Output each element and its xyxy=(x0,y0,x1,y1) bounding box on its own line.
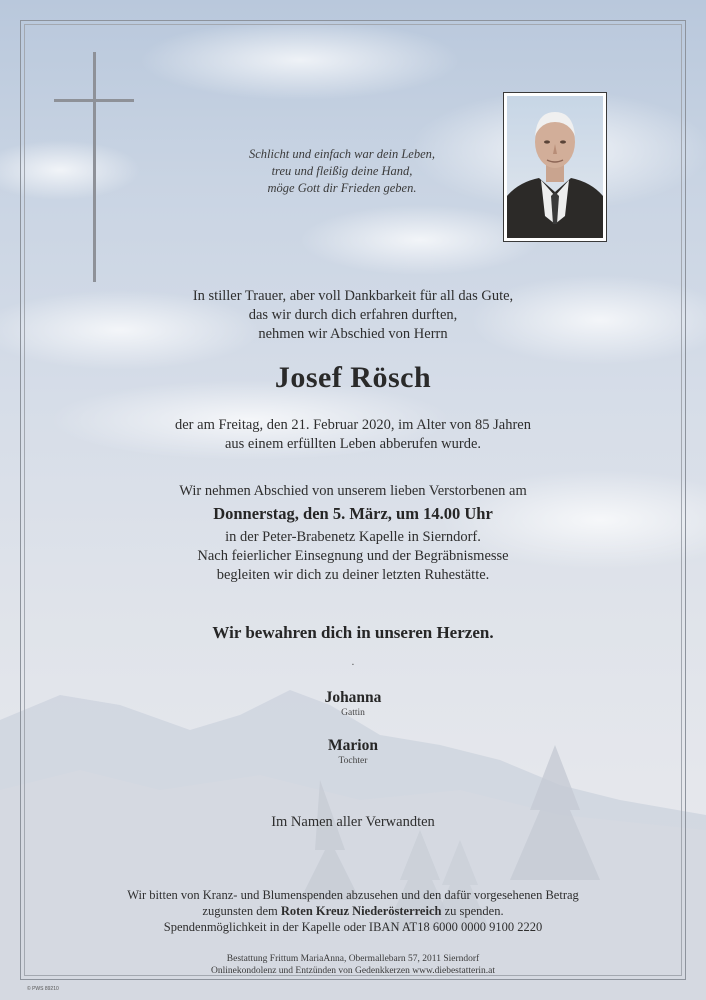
mourner-name: Marion xyxy=(328,737,378,754)
donation-line-2 xyxy=(0,903,706,919)
death-line: der am Freitag, den 21. Februar 2020, im Alter von 85 Jahren xyxy=(175,417,531,433)
memorial-motto: Wir bewahren dich in unseren Herzen. xyxy=(212,623,494,642)
poem-line: möge Gott dir Frieden geben. xyxy=(267,181,417,195)
donation-notice xyxy=(0,887,706,935)
ceremony-date: Donnerstag, den 5. März, um 14.00 Uhr xyxy=(213,504,493,523)
mourner-relation: Tochter xyxy=(338,756,368,766)
poem-line: Schlicht und einfach war dein Leben, xyxy=(248,147,436,161)
ceremony-line: Nach feierlicher Einsegnung und der Begräbnismesse xyxy=(197,548,509,564)
donation-line-1: Wir bitten von Kranz- und Blumenspenden abzusehen und den dafür vorgesehenen Betrag xyxy=(127,888,579,902)
mourner-name: Johanna xyxy=(324,689,382,706)
intro-line: In stiller Trauer, aber voll Dankbarkeit für all das Gute, xyxy=(192,288,514,304)
memorial-poem xyxy=(220,146,464,197)
poem-line: treu und fleißig deine Hand, xyxy=(271,164,413,178)
footer-line: Bestattung Frittum MariaAnna, Obermallebarn 57, 2011 Sierndorf xyxy=(226,954,480,964)
donation-charity: Roten Kreuz Niederösterreich xyxy=(280,904,442,918)
ceremony-details xyxy=(0,528,706,585)
separator-dot: · xyxy=(351,660,355,671)
footer-line: Onlinekondolenz und Entzünden von Gedenkkerzen www.diebestatterin.at xyxy=(210,966,496,976)
intro-line: nehmen wir Abschied von Herrn xyxy=(258,326,448,342)
donation-prefix: zugunsten dem xyxy=(202,904,281,918)
deceased-name: Josef Rösch xyxy=(274,361,432,394)
donation-line-3: Spendenmöglichkeit in der Kapelle oder IBAN AT18 6000 0000 9100 2220 xyxy=(163,920,543,934)
death-notice xyxy=(0,416,706,454)
portrait-photo xyxy=(503,92,607,242)
mourner-1 xyxy=(0,689,706,719)
ceremony-line: begleiten wir dich zu deiner letzten Ruhestätte. xyxy=(216,567,490,583)
intro-text xyxy=(0,287,706,344)
cross-icon-vertical xyxy=(93,52,96,282)
mourner-2 xyxy=(0,737,706,767)
funeral-home-footer xyxy=(0,953,706,977)
mourner-relation: Gattin xyxy=(341,708,365,718)
ceremony-line: in der Peter-Brabenetz Kapelle in Sierndorf. xyxy=(225,529,481,545)
print-code: © PWS 89210 xyxy=(27,986,59,992)
portrait-image xyxy=(507,96,603,238)
donation-suffix: zu spenden. xyxy=(441,904,504,918)
ceremony-intro: Wir nehmen Abschied von unserem lieben Verstorbenen am xyxy=(179,483,527,499)
death-line: aus einem erfüllten Leben abberufen wurde. xyxy=(224,436,482,452)
intro-line: das wir durch dich erfahren durften, xyxy=(248,307,458,323)
relatives-signature: Im Namen aller Verwandten xyxy=(271,814,435,830)
cross-icon-horizontal xyxy=(54,99,134,102)
